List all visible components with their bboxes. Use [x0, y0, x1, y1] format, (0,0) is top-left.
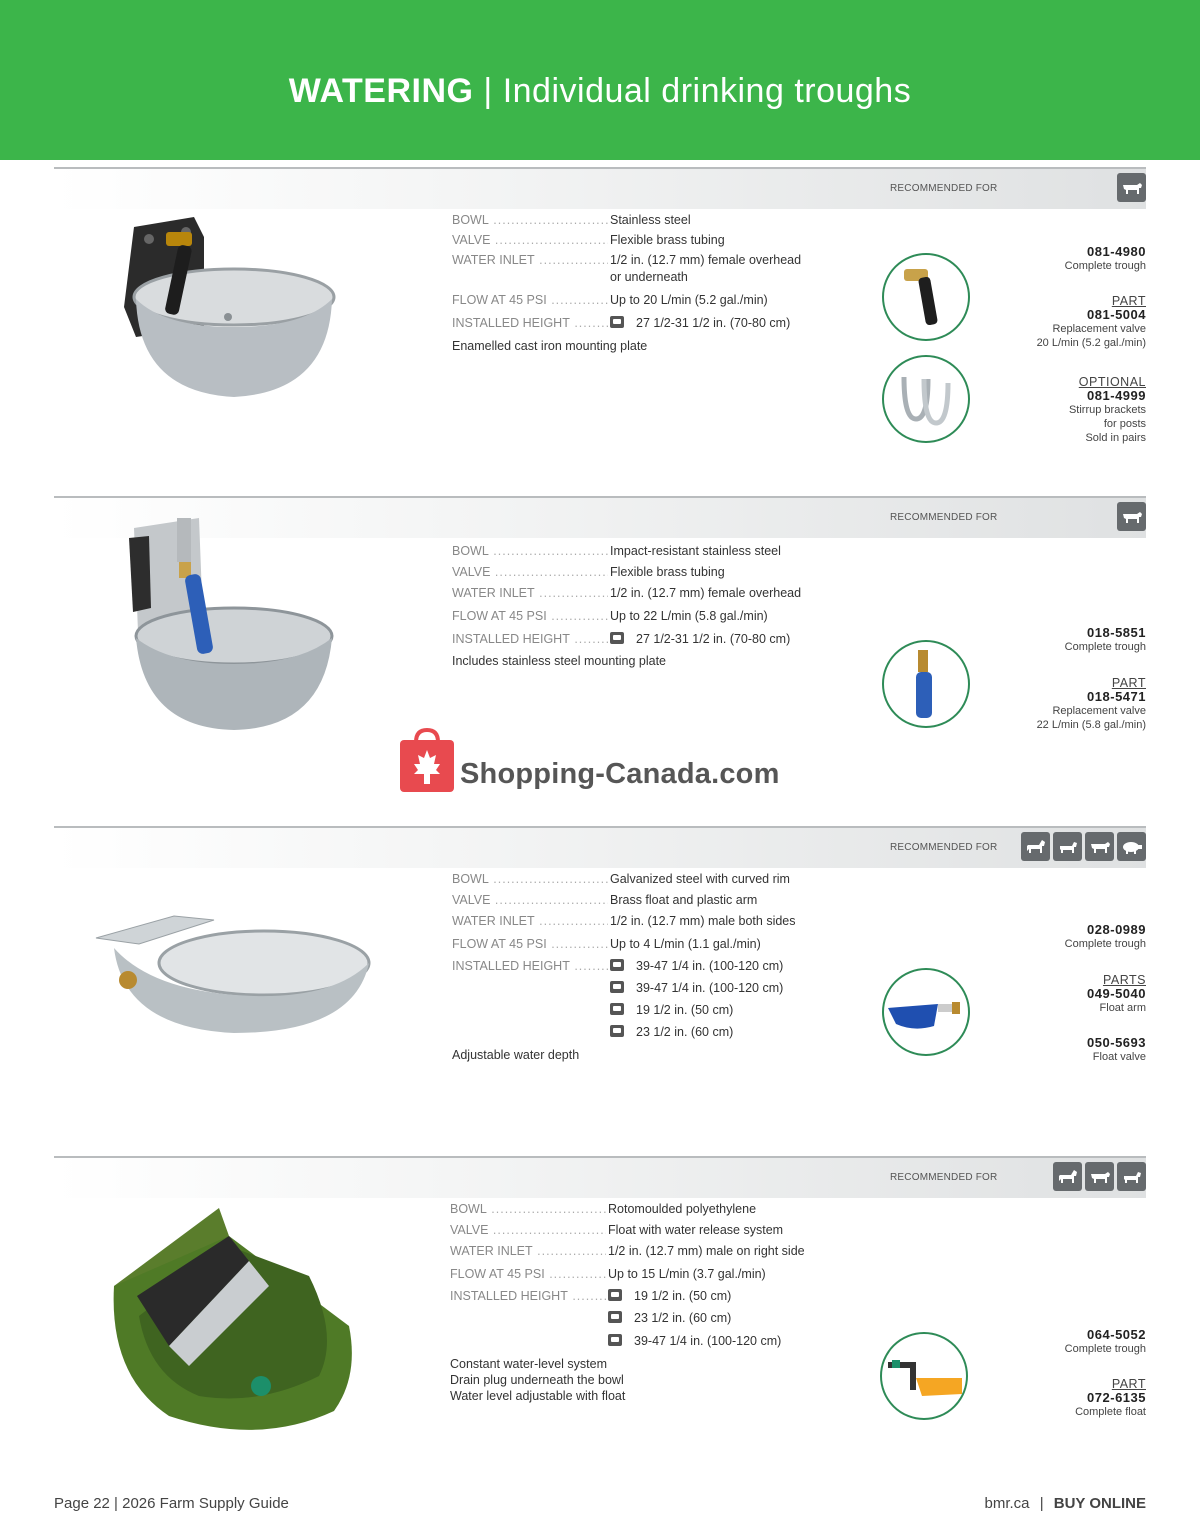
animal-icons [1117, 173, 1146, 202]
spec-row-bowl: BOWL ..... Galvanized steel with curved rim [452, 872, 579, 893]
sheep-small-icon [608, 1311, 622, 1323]
goat-small-icon [610, 1003, 624, 1015]
recommended-for-label: RECOMMENDED FOR [890, 183, 998, 194]
horse-icon [1021, 832, 1050, 861]
valve-detail-image [882, 640, 970, 728]
horse-small-icon [608, 1334, 622, 1346]
spec-list [452, 213, 802, 354]
recommended-for-label: RECOMMENDED FOR [890, 842, 998, 853]
part-float-arm: PARTS 049-5040 Float arm [1087, 973, 1146, 1014]
spec-row-installed-height: INSTALLED HEIGHT ..... 27 1/2-31 1/2 in. (70-80 cm) [452, 632, 666, 653]
part-complete-trough: 018-5851 Complete trough [1064, 625, 1146, 653]
spec-row-height-extra: 23 1/2 in. (60 cm) [452, 1025, 579, 1047]
valve-detail-image [882, 253, 970, 341]
spec-row-flow: FLOW AT 45 PSI ..... Up to 15 L/min (3.7 gal./min) [450, 1267, 625, 1289]
part-replacement-valve: PART 081-5004 Replacement valve 20 L/min (5.2 gal./min) [1036, 294, 1146, 349]
part-complete-trough: 064-5052 Complete trough [1064, 1327, 1146, 1355]
footer-separator: | [1039, 1495, 1044, 1512]
watermark-text: Shopping-Canada.com [460, 758, 780, 790]
spec-row-bowl: BOWL ..... Stainless steel [452, 213, 647, 233]
recommended-for-label: RECOMMENDED FOR [890, 512, 998, 523]
spec-row-flow: FLOW AT 45 PSI ..... Up to 20 L/min (5.2 gal./min) [452, 293, 647, 316]
spec-row-height-extra: 39-47 1/4 in. (100-120 cm) [450, 1334, 625, 1356]
animal-icons [1021, 832, 1146, 861]
sheep-small-icon [610, 1025, 624, 1037]
spec-row-valve: VALVE ..... Brass float and plastic arm [452, 893, 579, 914]
product-note: Adjustable water depth [452, 1048, 580, 1062]
cow-icon [1117, 502, 1146, 531]
trough-photo-impact-resistant [129, 508, 339, 733]
trough-photo-galvanized [94, 908, 374, 1038]
cow-icon [1085, 1162, 1114, 1191]
footer-links [985, 1495, 1147, 1512]
section-bar [54, 826, 1146, 868]
spec-list [452, 872, 796, 1063]
section-bar [54, 1156, 1146, 1198]
page-title: WATERING | Individual drinking troughs [288, 72, 912, 110]
product-note: Water level adjustable with float [450, 1389, 626, 1403]
trough-photo-polyethylene [109, 1206, 359, 1438]
watermark-logo [398, 724, 818, 794]
spec-row-valve: VALVE ..... Flexible brass tubing [452, 233, 647, 253]
spec-row-water-inlet: WATER INLET ..... 1/2 in. (12.7 mm) female overhead [452, 586, 666, 609]
product-note: Includes stainless steel mounting plate [452, 654, 667, 668]
product-note: Drain plug underneath the bowl [450, 1373, 624, 1387]
product-note: Constant water-level system [450, 1357, 608, 1371]
part-complete-trough: 081-4980 Complete trough [1064, 244, 1146, 272]
spec-list [450, 1202, 805, 1404]
goat-icon [1117, 1162, 1146, 1191]
animal-icons [1053, 1162, 1146, 1191]
goat-small-icon [608, 1289, 622, 1301]
product-section-4 [54, 1156, 1146, 1446]
product-note: Enamelled cast iron mounting plate [452, 339, 648, 353]
spec-row-bowl: BOWL ..... Impact-resistant stainless steel [452, 544, 666, 565]
spec-row-height-extra: 23 1/2 in. (60 cm) [450, 1311, 625, 1334]
animal-icons [1117, 502, 1146, 531]
trough-photo-stainless [124, 217, 344, 402]
pig-icon [1117, 832, 1146, 861]
spec-row-bowl: BOWL ..... Rotomoulded polyethylene [450, 1202, 625, 1223]
spec-row-flow: FLOW AT 45 PSI ..... Up to 22 L/min (5.8 gal./min) [452, 609, 666, 632]
spec-row-installed-height: INSTALLED HEIGHT ..... 27 1/2-31 1/2 in. (70-80 cm) [452, 316, 647, 338]
spec-row-height-extra: 19 1/2 in. (50 cm) [452, 1003, 579, 1025]
cow-small-icon [610, 981, 624, 993]
horse-small-icon [610, 959, 624, 971]
float-detail-image [880, 1332, 968, 1420]
part-replacement-valve: PART 018-5471 Replacement valve 22 L/min (5.8 gal./min) [1036, 676, 1146, 731]
spec-row-installed-height: INSTALLED HEIGHT ..... 39-47 1/4 in. (100-120 cm) [452, 959, 579, 981]
horse-icon [1053, 1162, 1082, 1191]
cow-icon [1085, 832, 1114, 861]
spec-row-valve: VALVE ..... Float with water release system [450, 1223, 625, 1244]
recommended-for-label: RECOMMENDED FOR [890, 1172, 998, 1183]
spec-list [452, 544, 802, 669]
part-complete-trough: 028-0989 Complete trough [1064, 922, 1146, 950]
cow-small-icon [610, 632, 624, 644]
goat-icon [1053, 832, 1082, 861]
cow-icon [1117, 173, 1146, 202]
spec-row-height-extra: 39-47 1/4 in. (100-120 cm) [452, 981, 579, 1003]
page-header [0, 0, 1200, 160]
spec-row-flow: FLOW AT 45 PSI ..... Up to 4 L/min (1.1 gal./min) [452, 937, 579, 959]
stirrup-bracket-image [882, 355, 970, 443]
part-optional-brackets: OPTIONAL 081-4999 Stirrup brackets for posts Sold in pairs [1068, 375, 1146, 444]
cow-small-icon [610, 316, 624, 328]
part-complete-float: PART 072-6135 Complete float [1075, 1377, 1146, 1418]
buy-online-link[interactable]: BUY ONLINE [1053, 1495, 1146, 1512]
product-section-3 [54, 826, 1146, 1116]
spec-row-water-inlet: WATER INLET ..... 1/2 in. (12.7 mm) male both sides [452, 914, 579, 937]
spec-row-valve: VALVE ..... Flexible brass tubing [452, 565, 666, 586]
spec-row-water-inlet: WATER INLET ..... 1/2 in. (12.7 mm) male on right side [450, 1244, 625, 1267]
spec-row-installed-height: INSTALLED HEIGHT ..... 19 1/2 in. (50 cm) [450, 1289, 625, 1311]
part-float-valve: 050-5693 Float valve [1087, 1035, 1146, 1063]
product-section-2 [54, 496, 1146, 746]
shopping-bag-icon [400, 728, 454, 792]
section-bar [54, 167, 1146, 209]
spec-row-water-inlet: WATER INLET ..... 1/2 in. (12.7 mm) female overhead or underneath [452, 253, 647, 293]
footer-page-info: Page 22 | 2026 Farm Supply Guide [54, 1495, 289, 1512]
site-link[interactable]: bmr.ca [984, 1495, 1030, 1512]
float-valve-image [882, 968, 970, 1056]
product-section-1 [54, 167, 1146, 467]
